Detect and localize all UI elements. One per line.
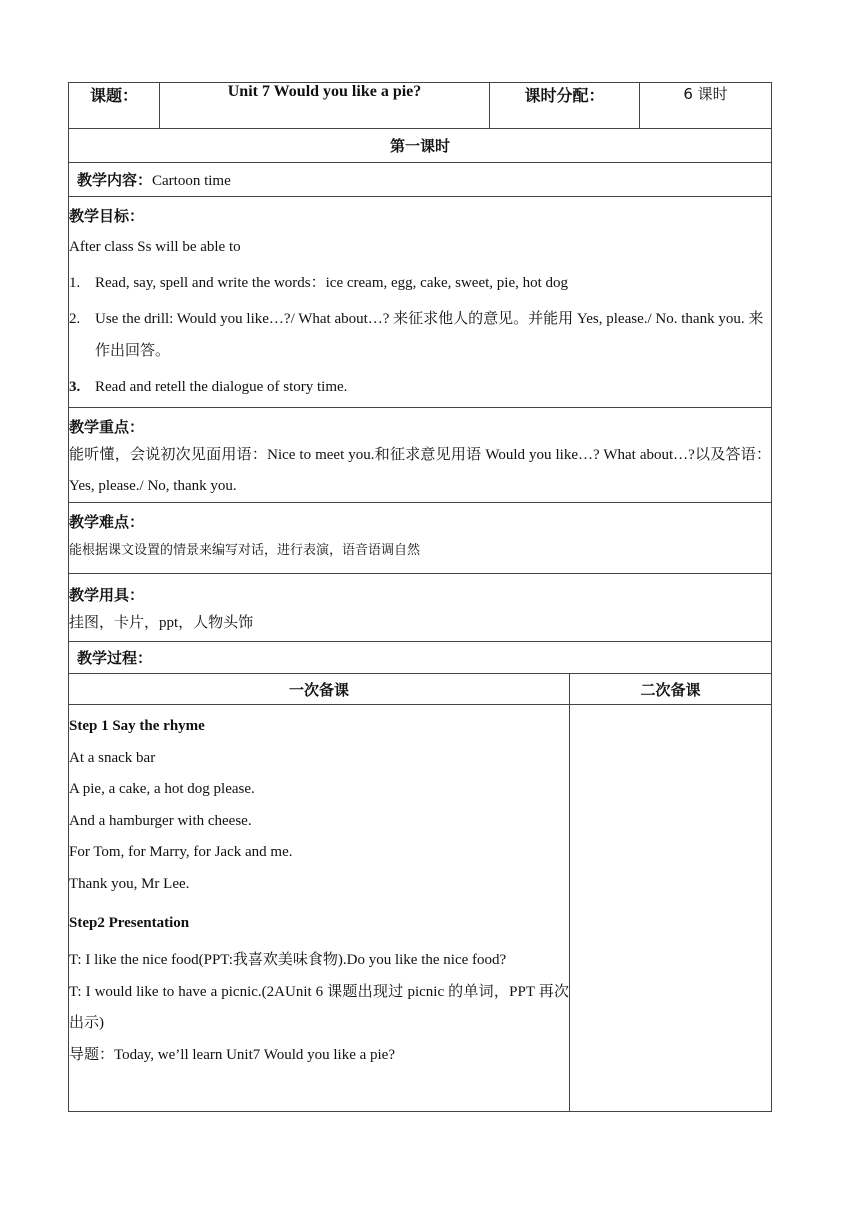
process-row [69,642,772,674]
rhyme-line: A pie, a cake, a hot dog please. [69,781,255,797]
step1-title: Step 1 Say the rhyme [69,718,205,734]
prep-body-row [69,705,772,1112]
prep-header-row [69,674,772,705]
objective-item: 3. Read and retell the dialogue of story time. [69,379,348,395]
objective-item: 2. Use the drill: Would you like…?/ What about…? 来征求他人的意见。并能用 Yes, please./ No. thank you. 来作出回答。 [69,311,764,359]
second-prep-cell [570,705,772,1112]
rhyme-line: For Tom, for Marry, for Jack and me. [69,844,293,860]
header-row [69,83,772,129]
rhyme-line: Thank you, Mr Lee. [69,875,190,892]
step2-title: Step2 Presentation [69,915,190,931]
step2-line: T: I would like to have a picnic.(2AUnit 6 课题出现过 picnic 的单词，PPT 再次出示) [69,983,569,1031]
objectives-row [69,197,772,408]
content-row [69,163,772,197]
lesson-title-row [69,129,772,163]
process-label: 教学过程： [77,649,153,667]
difficulties-cell [69,503,772,574]
difficulties-label: 教学难点： [69,513,145,531]
lesson-plan-table [68,82,772,1112]
tools-row [69,574,772,642]
first-prep-header: 一次备课 [69,674,570,705]
content-label: 教学内容： [77,171,153,189]
key-points-text: 能听懂，会说初次见面用语：Nice to meet you.和征求意见用语 Would you like…? What about…?以及答语：Yes, please./ No, thank you. [69,447,772,494]
objectives-intro: After class Ss will be able to [69,239,241,255]
hours-label: 课时分配： [490,83,640,129]
second-prep-header: 二次备课 [570,674,772,705]
lesson-title: 第一课时 [69,129,772,163]
objective-item: 1. Read, say, spell and write the words：ice cream, egg, cake, sweet, pie, hot dog [69,275,569,291]
key-points-row [69,408,772,503]
step2-line: T: I like the nice food(PPT:我喜欢美味食物).Do you like the nice food? [69,952,507,968]
step2-line: 导题：Today, we’ll learn Unit7 Would you like a pie? [69,1046,396,1063]
objectives-label: 教学目标： [69,207,145,225]
topic-label: 课题： [69,83,160,129]
topic-value: Unit 7 Would you like a pie? [160,83,490,129]
tools-cell [69,574,772,642]
key-points-cell [69,408,772,503]
difficulties-row [69,503,772,574]
first-prep-cell [69,705,570,1112]
hours-value: 6 课时 [640,83,772,129]
rhyme-line: And a hamburger with cheese. [69,812,252,829]
tools-label: 教学用具： [69,586,145,604]
objectives-list [69,267,771,403]
tools-text: 挂图，卡片，ppt，人物头饰 [69,615,254,631]
content-value: Cartoon time [152,173,231,189]
lesson-plan-document [68,82,771,1112]
content-cell [69,163,772,197]
key-points-label: 教学重点： [69,418,145,436]
difficulties-text: 能根据课文设置的情景来编写对话，进行表演，语音语调自然 [69,543,421,558]
process-cell [69,642,772,674]
rhyme-line: At a snack bar [69,749,156,766]
objectives-cell [69,197,772,408]
